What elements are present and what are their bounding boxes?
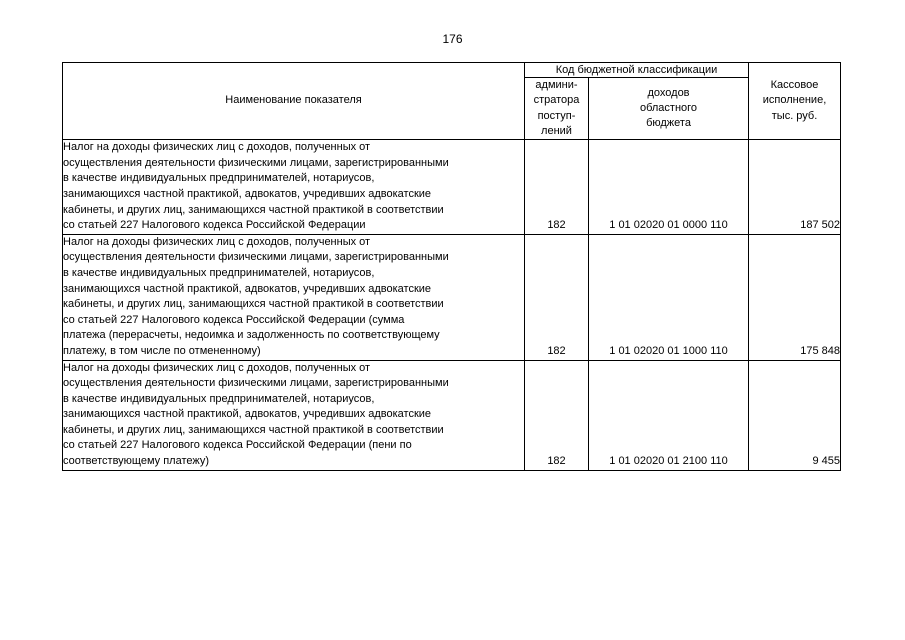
header-row-top bbox=[63, 63, 841, 78]
name-line: со статьей 227 Налогового кодекса Российской Федерации (пени по bbox=[63, 439, 412, 452]
name-line: осуществления деятельности физическими лицами, зарегистрированными bbox=[63, 156, 449, 169]
row-income-code: 1 01 02020 01 2100 110 bbox=[589, 360, 749, 470]
budget-table bbox=[62, 62, 841, 471]
name-line: в качестве индивидуальных предпринимателей, нотариусов, bbox=[63, 266, 375, 279]
column-header-name: Наименование показателя bbox=[63, 63, 525, 140]
name-line: кабинеты, и других лиц, занимающихся частной практикой в соответствии bbox=[63, 423, 444, 436]
name-line: осуществления деятельности физическими лицами, зарегистрированными bbox=[63, 251, 449, 264]
header-line: бюджета bbox=[646, 117, 691, 130]
header-line: лений bbox=[541, 124, 572, 137]
header-line: стратора bbox=[533, 94, 580, 107]
header-line: Кассовое bbox=[770, 79, 819, 92]
row-amount: 9 455 bbox=[749, 360, 841, 470]
name-line: занимающихся частной практикой, адвокатов, учредивших адвокатские bbox=[63, 187, 432, 200]
header-line: админи- bbox=[535, 79, 578, 91]
header-line: тыс. руб. bbox=[771, 109, 818, 122]
row-admin-code: 182 bbox=[525, 234, 589, 360]
name-line: занимающихся частной практикой, адвокатов, учредивших адвокатские bbox=[63, 408, 432, 421]
row-admin-code: 182 bbox=[525, 140, 589, 235]
table-row bbox=[63, 140, 841, 235]
column-header-classification-group: Код бюджетной классификации bbox=[525, 63, 749, 78]
row-income-code: 1 01 02020 01 0000 110 bbox=[589, 140, 749, 235]
name-line: соответствующему платежу) bbox=[63, 455, 210, 468]
header-line: доходов bbox=[647, 86, 690, 99]
column-header-income bbox=[589, 78, 749, 140]
row-name-cell bbox=[63, 360, 525, 470]
name-line: осуществления деятельности физическими лицами, зарегистрированными bbox=[63, 377, 449, 390]
row-amount: 187 502 bbox=[749, 140, 841, 235]
name-line: Налог на доходы физических лиц с доходов, полученных от bbox=[63, 141, 371, 154]
column-header-admin bbox=[525, 78, 589, 140]
name-line: со статьей 227 Налогового кодекса Российской Федерации (сумма bbox=[63, 313, 405, 326]
header-line: исполнение, bbox=[762, 94, 827, 107]
name-line: кабинеты, и других лиц, занимающихся частной практикой в соответствии bbox=[63, 298, 444, 311]
table-row bbox=[63, 234, 841, 360]
name-line: Налог на доходы физических лиц с доходов, полученных от bbox=[63, 235, 371, 248]
name-line: платежа (перерасчеты, недоимка и задолженность по соответствующему bbox=[63, 329, 440, 342]
row-admin-code: 182 bbox=[525, 360, 589, 470]
name-line: Налог на доходы физических лиц с доходов, полученных от bbox=[63, 361, 371, 374]
name-line: со статьей 227 Налогового кодекса Российской Федерации bbox=[63, 219, 366, 232]
name-line: в качестве индивидуальных предпринимателей, нотариусов, bbox=[63, 172, 375, 185]
table-row bbox=[63, 360, 841, 470]
name-line: занимающихся частной практикой, адвокатов, учредивших адвокатские bbox=[63, 282, 432, 295]
row-income-code: 1 01 02020 01 1000 110 bbox=[589, 234, 749, 360]
name-line: платежу, в том числе по отмененному) bbox=[63, 344, 261, 357]
header-line: областного bbox=[639, 101, 698, 114]
name-line: в качестве индивидуальных предпринимателей, нотариусов, bbox=[63, 392, 375, 405]
page-number: 176 bbox=[442, 32, 463, 46]
row-name-cell bbox=[63, 234, 525, 360]
header-line: поступ- bbox=[537, 109, 576, 122]
row-name-cell bbox=[63, 140, 525, 235]
row-amount: 175 848 bbox=[749, 234, 841, 360]
name-line: кабинеты, и других лиц, занимающихся частной практикой в соответствии bbox=[63, 203, 444, 216]
column-header-execution bbox=[749, 63, 841, 140]
